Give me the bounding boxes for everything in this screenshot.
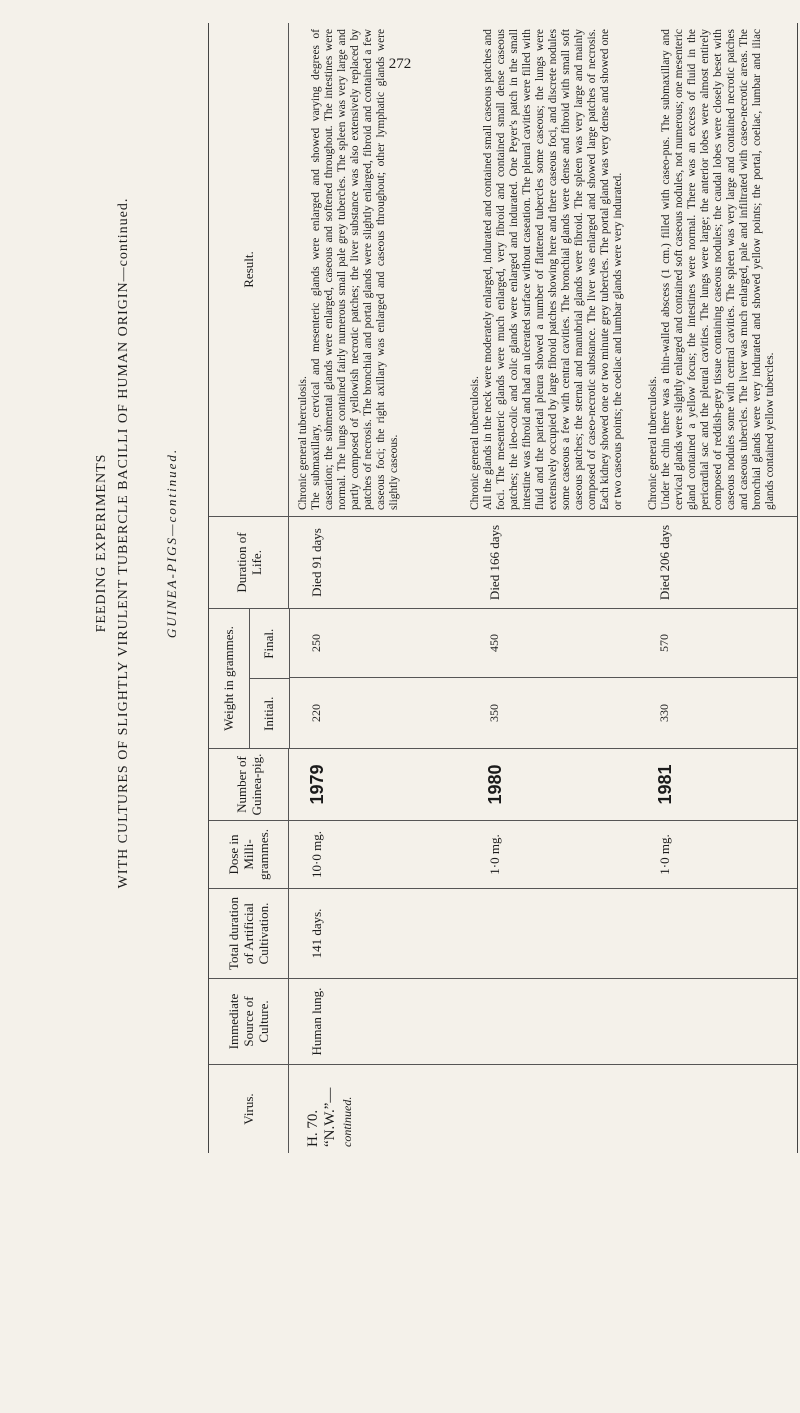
column-duration-life	[209, 517, 797, 609]
heading-guinea-pigs: GUINEA-PIGS—continued.	[164, 447, 179, 639]
result-row-1	[297, 29, 401, 510]
header-final: Final.	[261, 628, 276, 659]
page-number: 272	[388, 56, 412, 72]
result-text-2: All the glands in the neck were moderately enlarged, indurated and contained small caseous patches and foci. The mesenteric glands were much enlarged, very fibroid and contained small dense caseous patches; the ileo-colic and colic glands were enlarged and indurated. One Peyer's patch in the small intestine was fibroid and had an ulcerated surface without caseation. The pleural cavities were filled with fluid and the parietal pleura showed a number of flattened tubercles some caseous; the lungs were extensively occupied by large fibroid patches showing here and there caseous foci, and discrete nodules some caseous a few with central cavities. The bronchial glands were dense and fibroid with small soft caseous patches; the sternal and manubrial glands were fibroid. The spleen was very large and mainly composed of caseo-necrotic substance. The liver was enlarged and showed large patches of necrosis. Each kidney showed one or two minute grey tubercles. The portal gland was very dense and showed one or two caseous points; the coeliac and lumbar glands were very indurated.	[482, 29, 624, 510]
result-title-1: Chronic general tuberculosis.	[297, 376, 309, 510]
final-weight-1: 250	[309, 634, 323, 652]
result-row-2	[469, 29, 625, 510]
column-source	[209, 979, 797, 1065]
column-weight	[209, 609, 797, 749]
heading-feeding-experiments: FEEDING EXPERIMENTS	[94, 453, 109, 633]
initial-weight-1: 220	[309, 704, 323, 722]
initial-weight-2: 350	[487, 704, 501, 722]
result-row-3	[647, 29, 777, 510]
results-table	[208, 23, 798, 1153]
guinea-pig-number-3: 1981	[655, 764, 675, 805]
virus-continued: continued.	[340, 1096, 354, 1147]
weight-divider	[289, 677, 797, 678]
life-row-1: Died 91 days	[309, 528, 324, 597]
dose-row-3: 1·0 mg.	[657, 834, 672, 875]
heading-cultures: WITH CULTURES OF SLIGHTLY VIRULENT TUBERCLE BACILLI OF HUMAN ORIGIN—continued.	[116, 197, 131, 889]
final-weight-2: 450	[487, 634, 501, 652]
header-weight-group	[209, 609, 290, 748]
header-weight: Weight in grammes.	[209, 609, 250, 748]
final-weight-3: 570	[657, 634, 671, 652]
initial-weight-3: 330	[657, 704, 671, 722]
virus-label: H. 70. “N.W.”—	[305, 1087, 338, 1147]
dose-row-2: 1·0 mg.	[487, 834, 502, 875]
life-row-3: Died 206 days	[657, 524, 672, 601]
result-text-1: The submaxillary, cervical and mesenteric glands were enlarged and showed varying degrees of caseation; the submental glands were enlarged, caseous and softened throughout. The intestines were normal. The lungs contained fairly numerous small pale grey tubercles. The spleen was very large and partly composed of yellowish necrotic patches; the liver substance was also extensively replaced by patches of necrosis. The bronchial and portal glands were slightly enlarged, fibroid and contained a few caseous foci; the right axillary was enlarged and caseous throughout; other lymphatic glands were slightly caseous.	[310, 29, 400, 510]
header-initial: Initial.	[249, 679, 289, 749]
virus-name	[305, 1065, 356, 1153]
guinea-pig-number-2: 1980	[485, 764, 505, 805]
header-duration-cultivation: Total duration of Artificial Cultivation.	[209, 889, 289, 978]
header-source: Immediate Source of Culture.	[209, 979, 289, 1064]
duration-cultivation-value: 141 days.	[309, 908, 324, 959]
column-number	[209, 749, 797, 821]
header-number: Number of Guinea-pig.	[209, 749, 289, 820]
column-duration-cultivation	[209, 889, 797, 979]
source-value: Human lung.	[309, 987, 324, 1056]
header-result: Result.	[209, 23, 289, 516]
column-virus	[209, 1065, 797, 1153]
header-duration-life: Duration of Life.	[209, 517, 289, 608]
result-title-2: Chronic general tuberculosis.	[469, 376, 481, 510]
result-text-3: Under the chin there was a thin-walled abscess (1 cm.) filled with caseo-pus. The submaxillary and cervical glands were slightly enlarged and contained soft caseous nodules, not numerous; one mesenteric gland contained a yellow focus; the intestines were normal. There was an excess of fluid in the pericardial sac and the pleural cavities. The lungs were large; the anterior lobes were almost entirely composed of reddish-grey tissue containing caseous nodules; the caudal lobes were closely beset with caseous nodules some with central cavities. The spleen was very large and contained necrotic patches and caseous tubercles. The liver was much enlarged, pale and infiltrated with caseo-necrotic areas. The bronchial glands were very indurated and showed yellow points; the portal, coeliac, lumbar and iliac glands contained yellow tubercles.	[660, 29, 776, 510]
column-result	[209, 23, 797, 517]
header-virus: Virus.	[209, 1065, 289, 1153]
column-dose	[209, 821, 797, 889]
life-row-2: Died 166 days	[487, 524, 502, 601]
result-title-3: Chronic general tuberculosis.	[647, 376, 659, 510]
dose-row-1: 10·0 mg.	[309, 831, 324, 878]
guinea-pig-number-1: 1979	[307, 764, 327, 805]
header-dose: Dose in Milli-grammes.	[209, 821, 289, 888]
